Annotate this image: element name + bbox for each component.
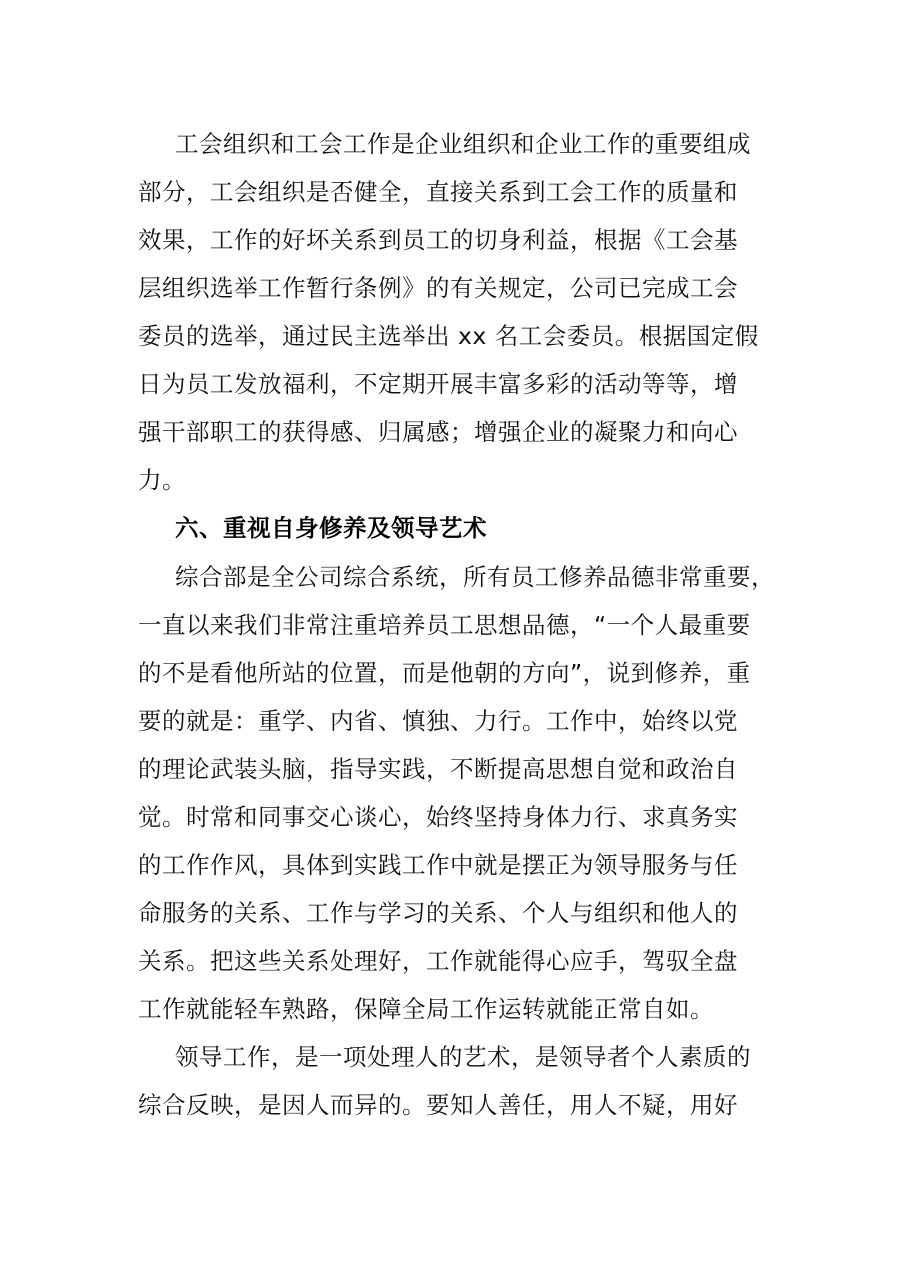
text-line: 的理论武装头脑，指导实践，不断提高思想自觉和政治自	[138, 755, 738, 783]
text-line: 综合部是全公司综合系统，所有员工修养品德非常重要，	[175, 563, 775, 591]
text-line: 命服务的关系、工作与学习的关系、个人与组织和他人的	[138, 899, 738, 927]
text-line: 工会组织和工会工作是企业组织和企业工作的重要组成	[175, 130, 751, 158]
text-line: 的工作作风，具体到实践工作中就是摆正为领导服务与任	[138, 851, 738, 879]
text-line: 领导工作，是一项处理人的艺术，是领导者个人素质的	[175, 1043, 751, 1071]
text-line: 日为员工发放福利，不定期开展丰富多彩的活动等等，增	[138, 370, 738, 398]
text-line: 觉。时常和同事交心谈心，始终坚持身体力行、求真务实	[138, 803, 738, 831]
text-line: 关系。把这些关系处理好，工作就能得心应手，驾驭全盘	[138, 947, 738, 975]
text-line: 一直以来我们非常注重培养员工思想品德，“一个人最重要	[138, 611, 751, 639]
text-line: 综合反映，是因人而异的。要知人善任，用人不疑，用好	[138, 1091, 738, 1119]
text-line: 要的就是：重学、内省、慎独、力行。工作中，始终以党	[138, 707, 738, 735]
text-line: 的不是看他所站的位置，而是他朝的方向”，说到修养，重	[138, 659, 751, 687]
text-line: 强干部职工的获得感、归属感；增强企业的凝聚力和向心	[138, 418, 738, 446]
text-line: 委员的选举，通过民主选举出 xx 名工会委员。根据国定假	[138, 322, 759, 350]
text-line: 部分，工会组织是否健全，直接关系到工会工作的质量和	[138, 178, 738, 206]
text-line: 工作就能轻车熟路，保障全局工作运转就能正常自如。	[138, 995, 714, 1023]
section-heading: 六、重视自身修养及领导艺术	[175, 514, 487, 542]
text-line: 力。	[138, 466, 186, 494]
text-line: 层组织选举工作暂行条例》的有关规定，公司已完成工会	[138, 274, 738, 302]
text-line: 效果，工作的好坏关系到员工的切身利益，根据《工会基	[138, 226, 738, 254]
